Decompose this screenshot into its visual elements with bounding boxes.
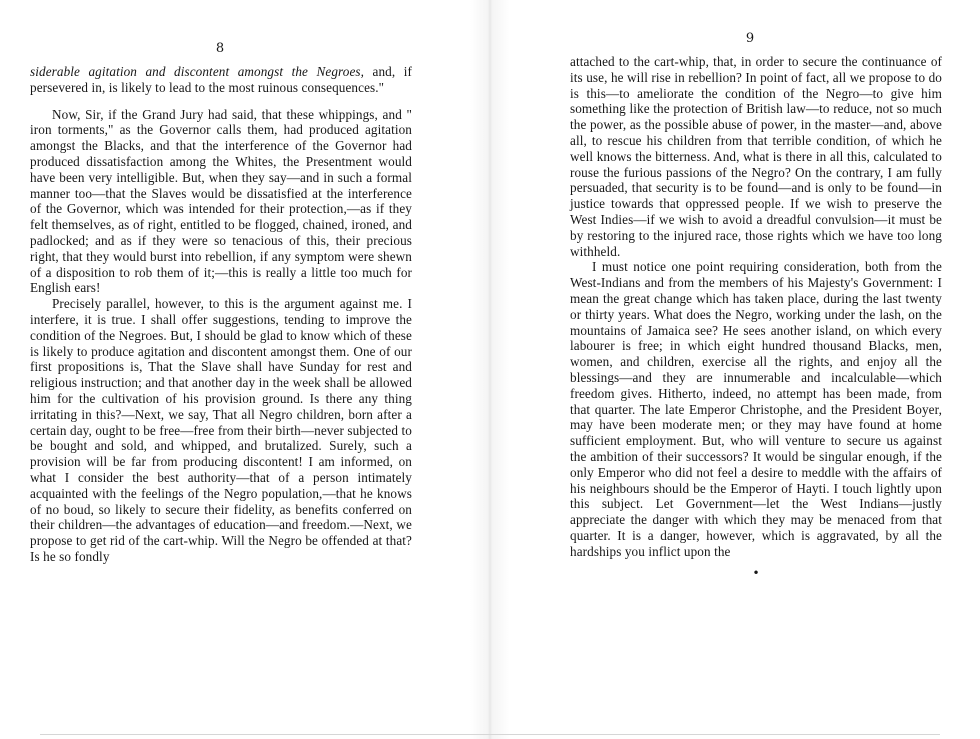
continued-run: and, if persevered in, is likely to lead to the most ruinous consequences." [30, 64, 412, 95]
right-page [510, 0, 980, 739]
left-page-text [30, 64, 412, 565]
page-number-right: 9 [745, 31, 755, 46]
bottom-mark-icon: • [752, 565, 760, 580]
right-page-text [570, 54, 942, 560]
book-gutter [470, 0, 510, 739]
page-number-left: 8 [215, 41, 225, 56]
left-page [0, 0, 470, 739]
paragraph-west-indians: I must notice one point requiring consideration, both from the West-Indians and from the members of his Majesty's Government: I mean the great change which has taken place, during the last twenty or thirty years. What does the Negro, working under the lash, on the mountains of Jamaica see? He sees another island, on which every labourer is free; in which eight hundred thousand Blacks, men, women, and children, exercise all the rights, and enjoy all the blessings—and they are innumerable and incalculable—which freedom gives. Hitherto, indeed, no attempt has been made, from that quarter. The late Emperor Christophe, and the President Boyer, may have been moderate men; or they may have found at home sufficient employment. But, who will venture to secure us against the ambition of their successors? It would be singular enough, if the only Emperor who did not feel a desire to meddle with the affairs of his neighbours should be the Emperor of Hayti. I touch lightly upon this subject. Let Government—let the West Indians—justly appreciate the danger with which they may be menaced from that quarter. It is a danger, however, which is aggravated, by all the hardships you inflict upon the [570, 259, 942, 559]
paragraph-grand-jury: Now, Sir, if the Grand Jury had said, that these whippings, and " iron torments," as the Governor calls them, had produced agitation amongst the Blacks, and that the interference of the Governor had produced dissatisfaction among the Whites, the Presentment would have been very intelligible. But, when they say—and in such a formal manner too—that the Slaves would be dissatisfied at the interference of the Governor, which was intended for their protection,—as if they felt themselves, as of right, entitled to be flogged, chained, ironed, and padlocked; and as if they were so tenacious of this, their precious right, that they would burst into rebellion, if any symptom were shewn of a disposition to rob them of it;—this is really a little too much for English ears! [30, 106, 412, 296]
italic-run: siderable agitation and discontent amongst the Negroes, [30, 64, 365, 79]
paragraph-cart-whip: attached to the cart-whip, that, in order to secure the continuance of its use, he will rise in rebellion? In point of fact, all we propose to do is this—to ameliorate the condition of the Negro—to give him something like the protection of British law—to reduce, not so much the power, as the possible abuse of power, in the master—and, above all, to rescue his children from that terrible condition, of which he well knows the bitterness. And, what is there in all this, calculated to rouse the furious passions of the Negro? On the contrary, I am fully persuaded, that security is to be found—and is only to be found—in justice towards that oppressed people. If we wish to preserve the West Indies—if we wish to avoid a dreadful convulsion—it must be by restoring to the injured race, those rights which we have too long withheld. [570, 54, 942, 259]
paragraph-argument: Precisely parallel, however, to this is the argument against me. I interfere, it is true. I shall offer suggestions, tending to improve the condition of the Negroes. But, I should be glad to know which of these is likely to produce agitation and discontent amongst them. One of our first propositions is, That the Slave shall have Sunday for rest and religious instruction; and that another day in the week shall be allowed him for the cultivation of his provision ground. Is there any thing irritating in this?—Next, we say, That all Negro children, born after a certain day, ought to be free—free from their birth—never subjected to be bought and sold, and whipped, and brutalized. Surely, such a provision will be far from producing discontent! I am informed, on what I consider the best authority—that of a person intimately acquainted with the feelings of the Negro population,—that he knows of no boud, so likely to secure their fidelity, as benefits conferred on their children—the advantages of education—and freedom.—Next, we propose to get rid of the cart-whip. Will the Negro be offended at that? Is he so fondly [30, 296, 412, 564]
continued-paragraph [30, 64, 412, 96]
page-bottom-rule [40, 734, 940, 735]
